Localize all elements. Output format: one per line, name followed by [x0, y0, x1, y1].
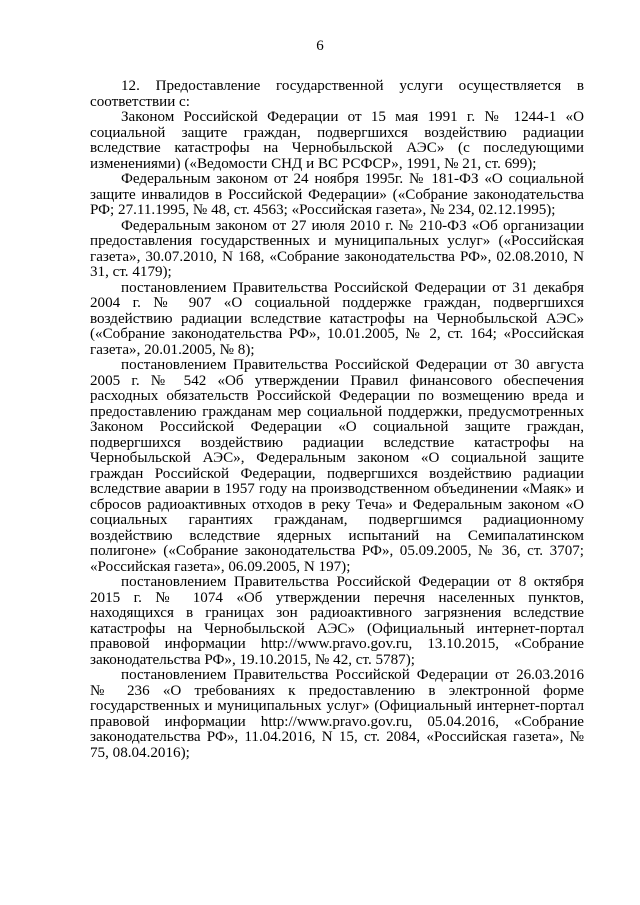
- paragraph-decree-236: постановлением Правительства Российской Федерации от 26.03.2016 № 236 «О требованиях к предоставлению в электронной форме государственных и муниципальных услуг» (Официальный интернет-портал правовой информации http://www.pravo.gov.ru, 05.04.2016, «Собрание законодательства РФ», 11.04.2016, N 15, ст. 2084, «Российская газета», № 75, 08.04.2016);: [90, 667, 584, 761]
- paragraph-clause-12: 12. Предоставление государственной услуги осуществляется в соответствии с:: [90, 78, 584, 110]
- page-number: 6: [316, 38, 324, 54]
- paragraph-decree-542: постановлением Правительства Российской Федерации от 30 августа 2005 г. № 542 «Об утверждении Правил финансового обеспечения расходных обязательств Российской Федерации по возмещению вреда и предоставлению гражданам мер социальной поддержки, предусмотренных Законом Российской Федерации «О социальной защите граждан, подвергшихся воздействию радиации вследствие катастрофы на Чернобыльской АЭС», Федеральным законом «О социальной защите граждан Российской Федерации, подвергшихся воздействию радиации вследствие аварии в 1957 году на производственном объединении «Маяк» и сбросов радиоактивных отходов в реку Теча» и Федеральным законом «О социальных гарантиях гражданам, подвергшимся радиационному воздействию вследствие ядерных испытаний на Семипалатинском полигоне» («Собрание законодательства РФ», 05.09.2005, № 36, ст. 3707; «Российская газета», 06.09.2005, N 197);: [90, 357, 584, 575]
- document-body: [90, 79, 584, 761]
- paragraph-law-210-fz: Федеральным законом от 27 июля 2010 г. № 210-ФЗ «Об организации предоставления государственных и муниципальных услуг» («Российская газета», 30.07.2010, N 168, «Собрание законодательства РФ», 02.08.2010, N 31, ст. 4179);: [90, 217, 584, 280]
- paragraph-decree-1074: постановлением Правительства Российской Федерации от 8 октября 2015 г. № 1074 «Об утверждении перечня населенных пунктов, находящихся в границах зон радиоактивного загрязнения вследствие катастрофы на Чернобыльской АЭС» (Официальный интернет-портал правовой информации http://www.pravo.gov.ru, 13.10.2015, «Собрание законодательства РФ», 19.10.2015, № 42, ст. 5787);: [90, 574, 584, 668]
- paragraph-law-181-fz: Федеральным законом от 24 ноября 1995г. № 181-ФЗ «О социальной защите инвалидов в Российской Федерации» («Собрание законодательства РФ; 27.11.1995, № 48, ст. 4563; «Российская газета», № 234, 02.12.1995);: [90, 171, 584, 218]
- paragraph-law-1244-1: Законом Российской Федерации от 15 мая 1991 г. № 1244-1 «О социальной защите граждан, подвергшихся воздействию радиации вследствие катастрофы на Чернобыльской АЭС» (с последующими изменениями) («Ведомости СНД и ВС РСФСР», 1991, № 21, ст. 699);: [90, 109, 584, 172]
- paragraph-decree-907: постановлением Правительства Российской Федерации от 31 декабря 2004 г. № 907 «О социальной поддержке граждан, подвергшихся воздействию радиации вследствие катастрофы на Чернобыльской АЭС» («Собрание законодательства РФ», 10.01.2005, № 2, ст. 164; «Российская газета», 20.01.2005, № 8);: [90, 279, 584, 358]
